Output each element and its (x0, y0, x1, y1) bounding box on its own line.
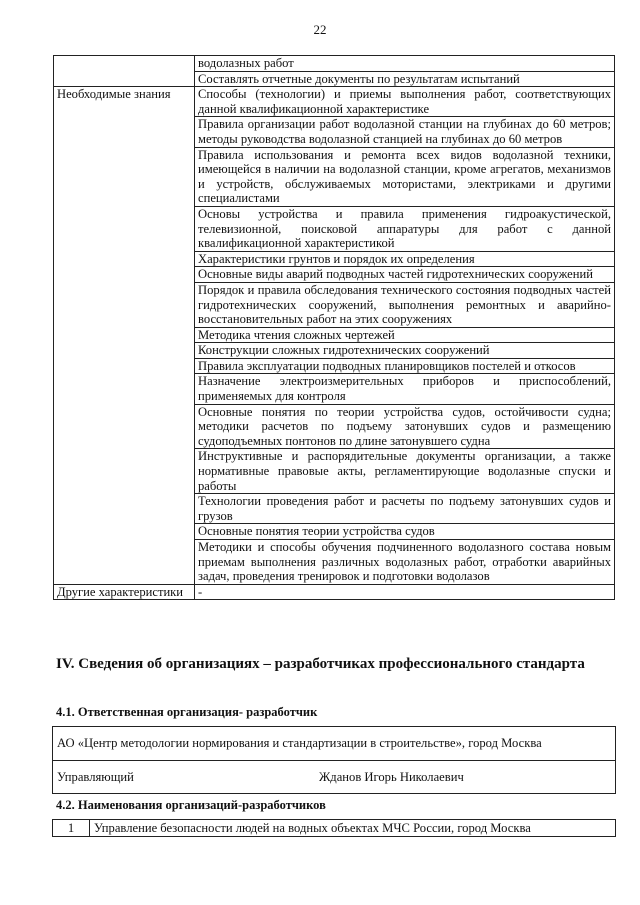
row-content: Технологии проведения работ и расчеты по подъему затонувших судов и грузов (195, 494, 615, 524)
developer-row (53, 820, 616, 837)
manager-title: Управляющий (57, 769, 134, 784)
row-label: Необходимые знания (54, 87, 195, 585)
knowledge-table (53, 55, 615, 600)
row-content: Способы (технологии) и приемы выполнения работ, соответствующих данной квалификационной характеристике (195, 87, 615, 117)
row-content: Характеристики грунтов и порядок их определения (195, 251, 615, 267)
manager-row (53, 761, 616, 794)
row-content: Основные виды аварий подводных частей гидротехнических сооружений (195, 267, 615, 283)
row-content: Методика чтения сложных чертежей (195, 327, 615, 343)
row-content: Основы устройства и правила применения гидроакустической, телевизионной, поисковой аппаратуры для работ с данной квалификационной характеристикой (195, 206, 615, 251)
row-content: Правила организации работ водолазной станции на глубинах до 60 метров; методы руководства водолазной станцией на глубинах до 60 метров (195, 117, 615, 147)
row-content: Конструкции сложных гидротехнических сооружений (195, 343, 615, 359)
developers-heading: 4.2. Наименования организаций-разработчиков (56, 798, 326, 812)
section-title: IV. Сведения об организациях – разработчиках профессионального стандарта (56, 656, 585, 672)
developer-name: Управление безопасности людей на водных объектах МЧС России, город Москва (90, 820, 616, 837)
table-row (54, 584, 615, 600)
developer-number: 1 (53, 820, 90, 837)
table-row (54, 56, 615, 72)
row-content: водолазных работ (195, 56, 615, 72)
responsible-org-name: АО «Центр методологии нормирования и стандартизации в строительстве», город Москва (53, 727, 616, 761)
row-content: Инструктивные и распорядительные документы организации, а также нормативные правовые акты, регламентирующие водолазные спуски и работы (195, 449, 615, 494)
responsible-org-table (52, 726, 616, 794)
manager-name: Жданов Игорь Николаевич (319, 769, 464, 784)
row-content: Правила использования и ремонта всех видов водолазной техники, имеющейся в наличии на водолазной станции, кроме агрегатов, механизмов и устройств, обслуживаемых мотористами, электриками и другими специалистами (195, 147, 615, 206)
row-content: - (195, 584, 615, 600)
row-content: Назначение электроизмерительных приборов и приспособлений, применяемых для контроля (195, 374, 615, 404)
row-content: Основные понятия по теории устройства судов, остойчивости судна; методики расчетов по подъему затонувших судов и размещению судоподъемных понтонов по длине затонувшего судна (195, 404, 615, 449)
table-row (54, 87, 615, 117)
row-label (54, 56, 195, 87)
row-label: Другие характеристики (54, 584, 195, 600)
row-content: Правила эксплуатации подводных планировщиков постелей и откосов (195, 358, 615, 374)
responsible-org-heading: 4.1. Ответственная организация- разработчик (56, 705, 318, 719)
row-content: Основные понятия теории устройства судов (195, 524, 615, 540)
row-content: Порядок и правила обследования технического состояния подводных частей гидротехнических сооружений, выполнения ремонтных и аварийно-восстановительных работ на этих сооружениях (195, 282, 615, 327)
page-number: 22 (313, 22, 327, 37)
row-content: Методики и способы обучения подчиненного водолазного состава новым приемам выполнения различных водолазных работ, отработки аварийных задач, проведения тренировок и подготовки водолазов (195, 540, 615, 585)
developers-table (52, 819, 616, 837)
row-content: Составлять отчетные документы по результатам испытаний (195, 71, 615, 87)
